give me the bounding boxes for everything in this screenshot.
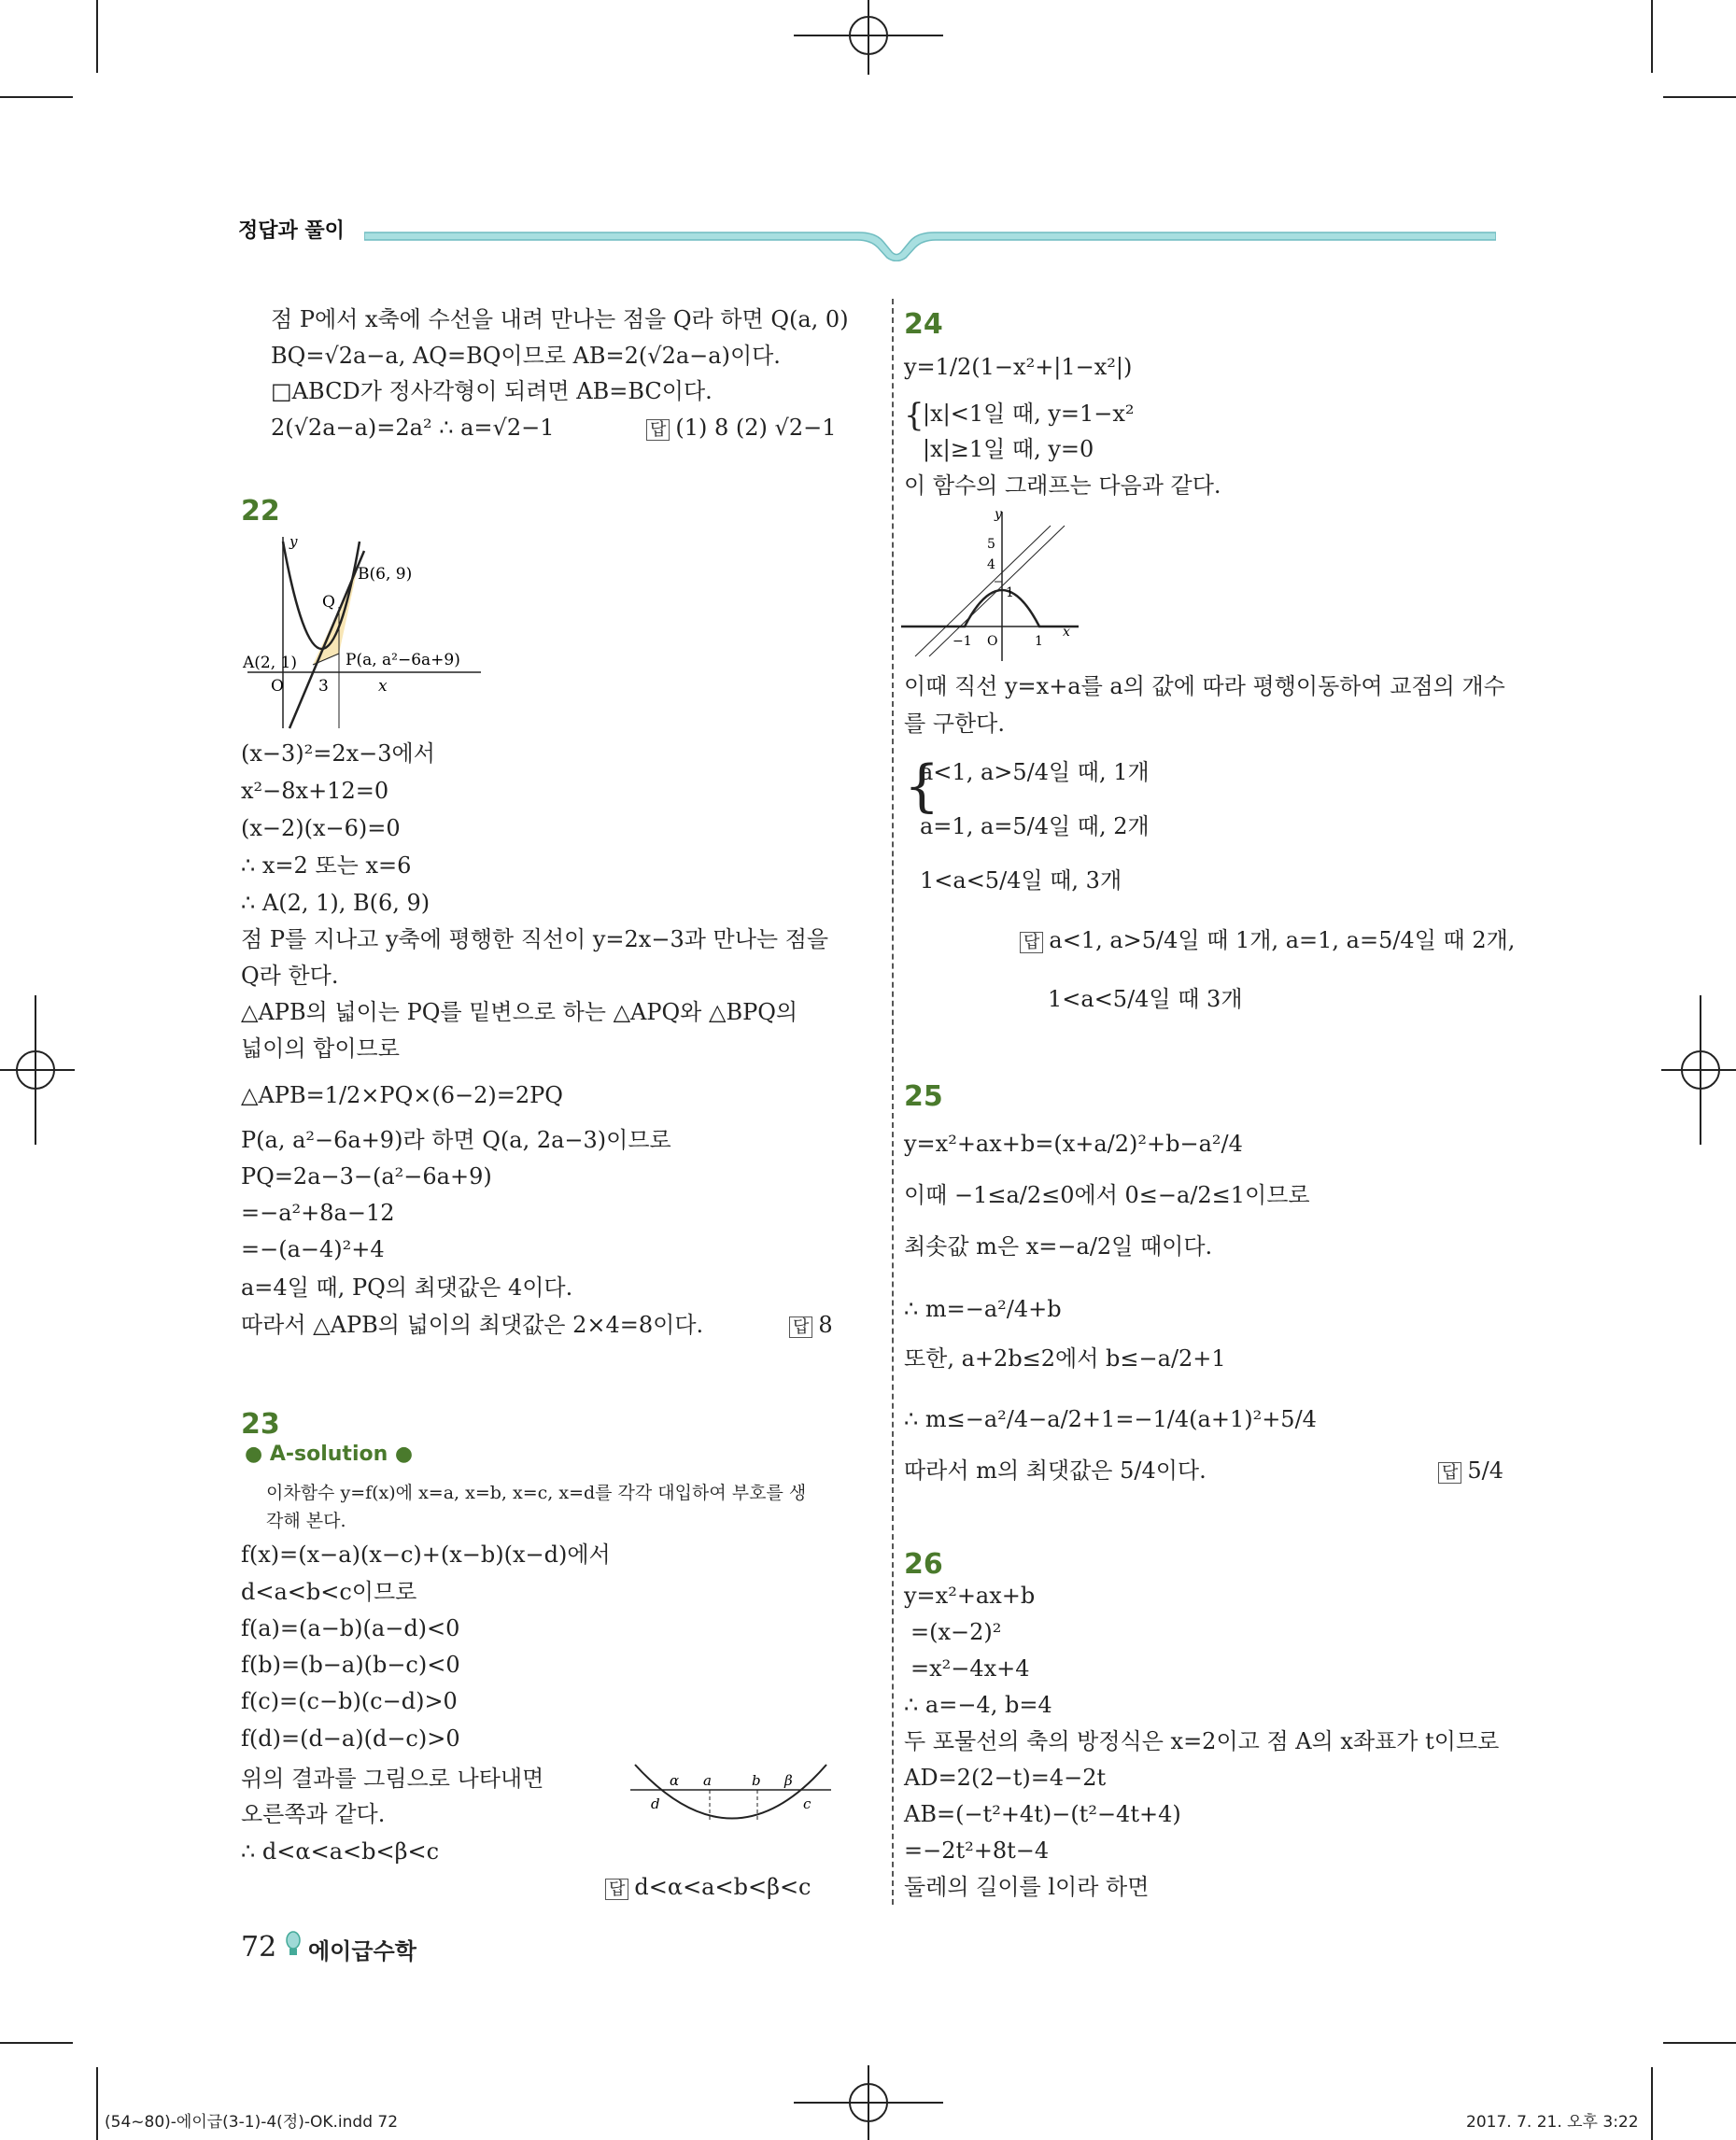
text-line: =−2t²+8t−4 (904, 1837, 1050, 1864)
text-line: 두 포물선의 축의 방정식은 x=2이고 점 A의 x좌표가 t이므로 (904, 1728, 1500, 1754)
text-line: △APB=1/2×PQ×(6−2)=2PQ (241, 1082, 563, 1108)
text-line: 이때 직선 y=x+a를 a의 값에 따라 평행이동하여 교점의 개수 (904, 673, 1505, 699)
lightbulb-icon (285, 1931, 302, 1959)
text-line: 또한, a+2b≤2에서 b≤−a/2+1 (904, 1345, 1226, 1372)
text-line: |x|<1일 때, y=1−x² (923, 401, 1135, 427)
graph-label: y (995, 507, 1002, 522)
text-line: 최솟값 m은 x=−a/2일 때이다. (904, 1233, 1213, 1260)
answer-mark: 답 (789, 1316, 812, 1338)
registration-target (1661, 995, 1736, 1145)
text-line: (x−3)²=2x−3에서 (241, 740, 435, 767)
answer-mark: 답 (1438, 1462, 1461, 1484)
graph-label: 5 (987, 537, 995, 552)
graph-22 (238, 532, 500, 738)
problem-number: 22 (241, 495, 280, 528)
answer-text: d<α<a<b<β<c (634, 1874, 812, 1900)
answer-mark: 답 (646, 419, 670, 441)
text-line: |x|≥1일 때, y=0 (923, 436, 1094, 462)
brand-name: 에이급수학 (308, 1938, 416, 1964)
answer-line (646, 414, 836, 444)
text-line: P(a, a²−6a+9)라 하면 Q(a, 2a−3)이므로 (241, 1127, 671, 1153)
answer-text: 5/4 (1467, 1457, 1504, 1484)
text-line: (x−2)(x−6)=0 (241, 815, 401, 841)
answer-text: (1) 8 (2) √2−1 (675, 415, 837, 441)
text-line: ∴ A(2, 1), B(6, 9) (241, 890, 430, 916)
text-line: 를 구한다. (904, 711, 1005, 737)
graph-label: d (651, 1795, 660, 1812)
text-line: x²−8x+12=0 (241, 778, 389, 804)
text-line: □ABCD가 정사각형이 되려면 AB=BC이다. (271, 378, 713, 404)
section-title: 정답과 풀이 (238, 219, 345, 243)
graph-23 (630, 1760, 836, 1844)
text-line: △APB의 넓이는 PQ를 밑변으로 하는 △APQ와 △BPQ의 (241, 999, 798, 1025)
problem-number: 23 (241, 1408, 280, 1441)
text-line: a=1, a=5/4일 때, 2개 (920, 813, 1150, 839)
graph-label: 1 (1035, 634, 1043, 649)
text-line: =x²−4x+4 (910, 1655, 1030, 1682)
hint-line: 이차함수 y=f(x)에 x=a, x=b, x=c, x=d를 각각 대입하여 부호를 생 (266, 1483, 807, 1503)
crop-mark (96, 2067, 98, 2140)
text-line: =−(a−4)²+4 (241, 1236, 385, 1262)
text-line: y=x²+ax+b (904, 1583, 1036, 1609)
problem-number: 24 (904, 308, 943, 341)
text-line: AB=(−t²+4t)−(t²−4t+4) (904, 1801, 1181, 1827)
crop-mark (0, 2042, 73, 2044)
graph-label: B(6, 9) (358, 565, 413, 584)
text-line: ∴ a=−4, b=4 (904, 1692, 1052, 1718)
text-line: 위의 결과를 그림으로 나타내면 (241, 1766, 544, 1792)
answer-mark: 답 (1020, 932, 1043, 953)
answer-line (789, 1311, 833, 1342)
text-line: PQ=2a−3−(a²−6a+9) (241, 1163, 492, 1190)
answer-line (1438, 1457, 1503, 1487)
graph-label: x (378, 677, 388, 696)
text-line: =−a²+8a−12 (241, 1200, 395, 1226)
graph-label: 3 (318, 677, 329, 696)
text-line: y=1/2(1−x²+|1−x²|) (904, 354, 1133, 380)
text-line: f(c)=(c−b)(c−d)>0 (241, 1688, 458, 1714)
graph-label: O (271, 677, 284, 696)
text-line: 2(√2a−a)=2a² ∴ a=√2−1 (271, 415, 555, 441)
brace: { (904, 753, 940, 819)
graph-label: O (987, 634, 998, 649)
text-line: 1<a<5/4일 때, 3개 (920, 867, 1122, 894)
graph-label: x (1063, 625, 1070, 640)
header-band (364, 219, 1496, 261)
text-line: f(a)=(a−b)(a−d)<0 (241, 1615, 460, 1641)
graph-label: a (703, 1772, 712, 1789)
print-date: 2017. 7. 21. 오후 3:22 (1466, 2113, 1639, 2132)
text-line: ∴ d<α<a<b<β<c (241, 1838, 440, 1865)
text-line: 둘레의 길이를 l이라 하면 (904, 1874, 1150, 1900)
text-line: ∴ m=−a²/4+b (904, 1296, 1062, 1322)
text-line: f(b)=(b−a)(b−c)<0 (241, 1652, 460, 1678)
text-line: f(d)=(d−a)(d−c)>0 (241, 1725, 460, 1752)
text-line: f(x)=(x−a)(x−c)+(x−b)(x−d)에서 (241, 1542, 611, 1568)
registration-target (0, 995, 75, 1145)
text-line: 이때 −1≤a/2≤0에서 0≤−a/2≤1이므로 (904, 1182, 1310, 1208)
text-line: 점 P를 지나고 y축에 평행한 직선이 y=2x−3과 만나는 점을 (241, 926, 829, 952)
text-line: Q라 한다. (241, 963, 339, 989)
hint-line: 각해 본다. (266, 1511, 346, 1531)
text-line: BQ=√2a−a, AQ=BQ이므로 AB=2(√2a−a)이다. (271, 343, 781, 369)
text-line: y=x²+ax+b=(x+a/2)²+b−a²/4 (904, 1131, 1243, 1157)
text-line: a<1, a>5/4일 때, 1개 (920, 759, 1150, 785)
solution-title: ● A-solution ● (245, 1443, 414, 1466)
registration-target (794, 2065, 943, 2140)
graph-label: A(2, 1) (243, 654, 297, 672)
text-line: d<a<b<c이므로 (241, 1579, 417, 1605)
answer-line: 1<a<5/4일 때 3개 (1048, 986, 1243, 1012)
text-line: a=4일 때, PQ의 최댓값은 4이다. (241, 1274, 573, 1301)
crop-mark (1651, 0, 1653, 73)
registration-target (794, 0, 943, 75)
crop-mark (96, 0, 98, 73)
crop-mark (0, 96, 73, 98)
text-line: 따라서 △APB의 넓이의 최댓값은 2×4=8이다. (241, 1312, 704, 1338)
text-line: ∴ m≤−a²/4−a/2+1=−1/4(a+1)²+5/4 (904, 1406, 1317, 1432)
text-line: 넓이의 합이므로 (241, 1035, 400, 1062)
answer-line (1020, 926, 1515, 957)
graph-label: y (289, 533, 298, 550)
graph-label: c (803, 1795, 812, 1812)
crop-mark (1663, 2042, 1736, 2044)
text-line: AD=2(2−t)=4−2t (904, 1765, 1107, 1791)
print-file-info: (54~80)-에이급(3-1)-4(정)-OK.indd 72 (105, 2113, 399, 2132)
answer-text: a<1, a>5/4일 때 1개, a=1, a=5/4일 때 2개, (1049, 927, 1516, 953)
graph-label: b (752, 1772, 761, 1789)
graph-24 (901, 507, 1088, 666)
graph-label: Q (322, 593, 335, 612)
text-line: =(x−2)² (910, 1619, 1002, 1645)
graph-label: β (784, 1772, 793, 1789)
graph-label: 4 (987, 557, 995, 572)
crop-mark (1663, 96, 1736, 98)
text-line: ∴ x=2 또는 x=6 (241, 852, 412, 879)
graph-label: 1 (1006, 585, 1014, 600)
graph-label: α (670, 1772, 680, 1789)
graph-label: P(a, a²−6a+9) (346, 651, 460, 669)
answer-text: 8 (818, 1312, 833, 1338)
brace: { (904, 397, 924, 434)
text-line: 따라서 m의 최댓값은 5/4이다. (904, 1457, 1207, 1484)
problem-number: 26 (904, 1548, 943, 1581)
text-line: 이 함수의 그래프는 다음과 같다. (904, 472, 1221, 499)
graph-label: −1 (953, 634, 972, 649)
problem-number: 25 (904, 1080, 943, 1113)
answer-line (605, 1873, 812, 1904)
solution-title-text: A-solution (269, 1443, 388, 1466)
page-number: 72 (241, 1931, 277, 1964)
column-divider (892, 299, 894, 1905)
answer-mark: 답 (605, 1879, 628, 1900)
text-line: 점 P에서 x축에 수선을 내려 만나는 점을 Q라 하면 Q(a, 0) (271, 306, 849, 332)
crop-mark (1651, 2067, 1653, 2140)
text-line: 오른쪽과 같다. (241, 1801, 386, 1827)
